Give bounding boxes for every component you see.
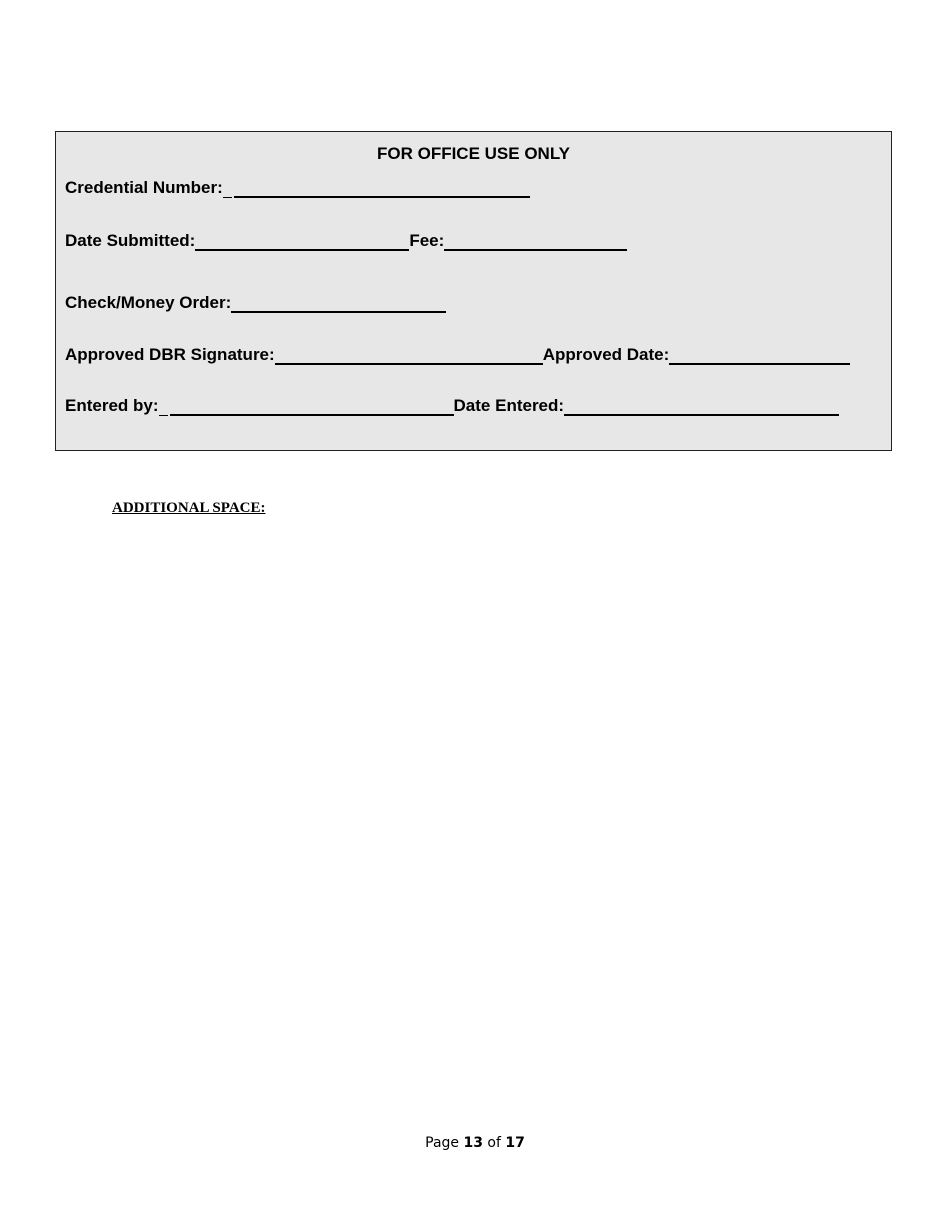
credential-number-tick: [223, 178, 232, 198]
of-word: of: [487, 1135, 501, 1151]
approved-signature-field[interactable]: [275, 345, 543, 365]
fee-field[interactable]: [444, 231, 627, 251]
approved-signature-label: Approved DBR Signature:: [65, 345, 275, 364]
entered-by-tick: [159, 396, 168, 416]
approved-date-field[interactable]: [669, 345, 850, 365]
office-use-box: [55, 131, 892, 451]
page-word: Page: [425, 1135, 460, 1151]
page-number: 13: [463, 1135, 483, 1151]
date-submitted-row: [65, 231, 627, 251]
date-submitted-label: Date Submitted:: [65, 231, 196, 250]
credential-number-row: [65, 178, 530, 198]
fee-label: Fee:: [409, 231, 445, 250]
page-footer: [0, 1135, 950, 1151]
entered-by-label: Entered by:: [65, 396, 159, 415]
date-submitted-field[interactable]: [195, 231, 409, 251]
credential-number-field[interactable]: [234, 178, 530, 198]
approved-date-label: Approved Date:: [542, 345, 670, 364]
credential-number-label: Credential Number:: [65, 178, 223, 197]
check-money-order-label: Check/Money Order:: [65, 293, 232, 312]
approval-row: [65, 345, 850, 365]
check-money-order-row: [65, 293, 446, 313]
entered-by-field[interactable]: [170, 396, 454, 416]
date-entered-field[interactable]: [564, 396, 839, 416]
additional-space-heading: ADDITIONAL SPACE:: [112, 500, 266, 516]
date-entered-label: Date Entered:: [453, 396, 565, 415]
office-use-title: FOR OFFICE USE ONLY: [376, 144, 570, 163]
total-pages: 17: [505, 1135, 525, 1151]
entry-row: [65, 396, 839, 416]
check-money-order-field[interactable]: [231, 293, 446, 313]
